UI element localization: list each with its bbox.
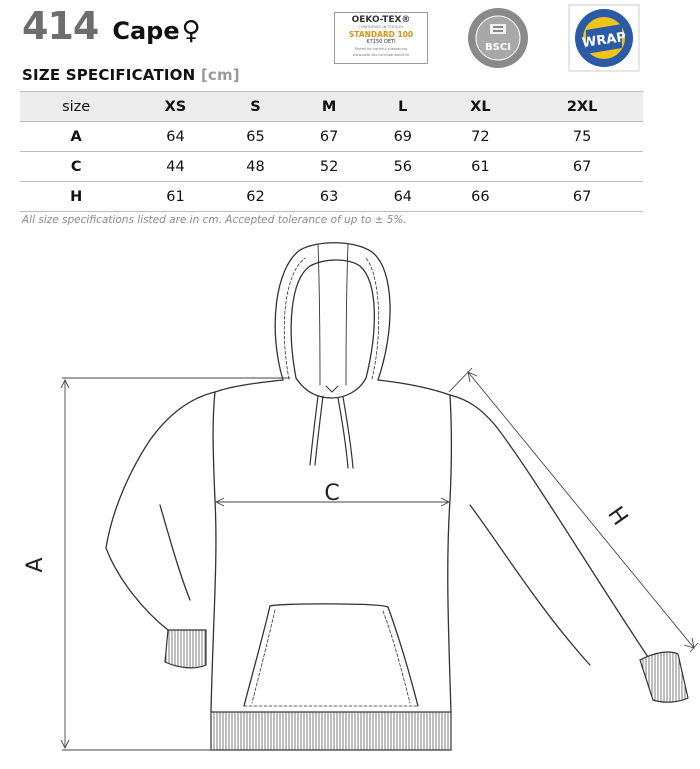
table-cell: 62 — [219, 182, 293, 212]
table-cell: 75 — [521, 122, 643, 152]
measure-label: H — [20, 182, 132, 212]
table-cell: 69 — [366, 122, 440, 152]
measure-label-h: H — [602, 502, 633, 531]
table-cell: 67 — [292, 122, 366, 152]
measure-label-c: C — [324, 481, 340, 506]
tolerance-note: All size specifications listed are in cm. Accepted tolerance of up to ± 5%. — [22, 214, 407, 226]
table-cell: 56 — [366, 152, 440, 182]
svg-text:WRAP: WRAP — [581, 30, 627, 51]
table-cell: 48 — [219, 152, 293, 182]
table-cell: 44 — [132, 152, 218, 182]
table-cell: 64 — [366, 182, 440, 212]
model-number: 414 — [22, 4, 99, 48]
size-header-label: size — [20, 92, 132, 122]
wrap-logo — [568, 4, 640, 72]
table-row — [20, 152, 643, 182]
female-symbol-icon: ♀ — [181, 16, 201, 46]
hoodie-drawing — [0, 232, 700, 769]
measure-label: C — [20, 152, 132, 182]
svg-text:BSCI: BSCI — [485, 42, 511, 53]
section-title: SIZE SPECIFICATION [cm] — [22, 66, 240, 84]
size-table — [20, 91, 643, 212]
table-cell: 63 — [292, 182, 366, 212]
table-header-row — [20, 92, 643, 122]
table-cell: 65 — [219, 122, 293, 152]
table-cell: 67 — [521, 152, 643, 182]
size-column-header: XL — [440, 92, 522, 122]
size-column-header: L — [366, 92, 440, 122]
table-cell: 61 — [440, 152, 522, 182]
bsci-logo — [463, 6, 533, 70]
size-column-header: 2XL — [521, 92, 643, 122]
right-cuff-rib — [640, 652, 688, 702]
left-cuff-rib — [165, 630, 206, 668]
hem-rib — [211, 712, 451, 750]
table-cell: 64 — [132, 122, 218, 152]
size-column-header: M — [292, 92, 366, 122]
table-row — [20, 122, 643, 152]
model-name: Cape — [112, 17, 180, 45]
table-cell: 67 — [521, 182, 643, 212]
measure-label: A — [20, 122, 132, 152]
oeko-tex-logo: OEKO-TEX® CONFIDENCE IN TEXTILES STANDARD 100 67150 OETI Tested for harmful substances www.oeko-tex.com/standard100 — [334, 12, 428, 64]
table-cell: 52 — [292, 152, 366, 182]
size-column-header: XS — [132, 92, 218, 122]
measure-label-a: A — [23, 557, 48, 573]
product-header — [22, 4, 201, 54]
measurement-lines — [61, 368, 698, 750]
size-column-header: S — [219, 92, 293, 122]
table-cell: 72 — [440, 122, 522, 152]
table-row — [20, 182, 643, 212]
table-cell: 66 — [440, 182, 522, 212]
table-cell: 61 — [132, 182, 218, 212]
